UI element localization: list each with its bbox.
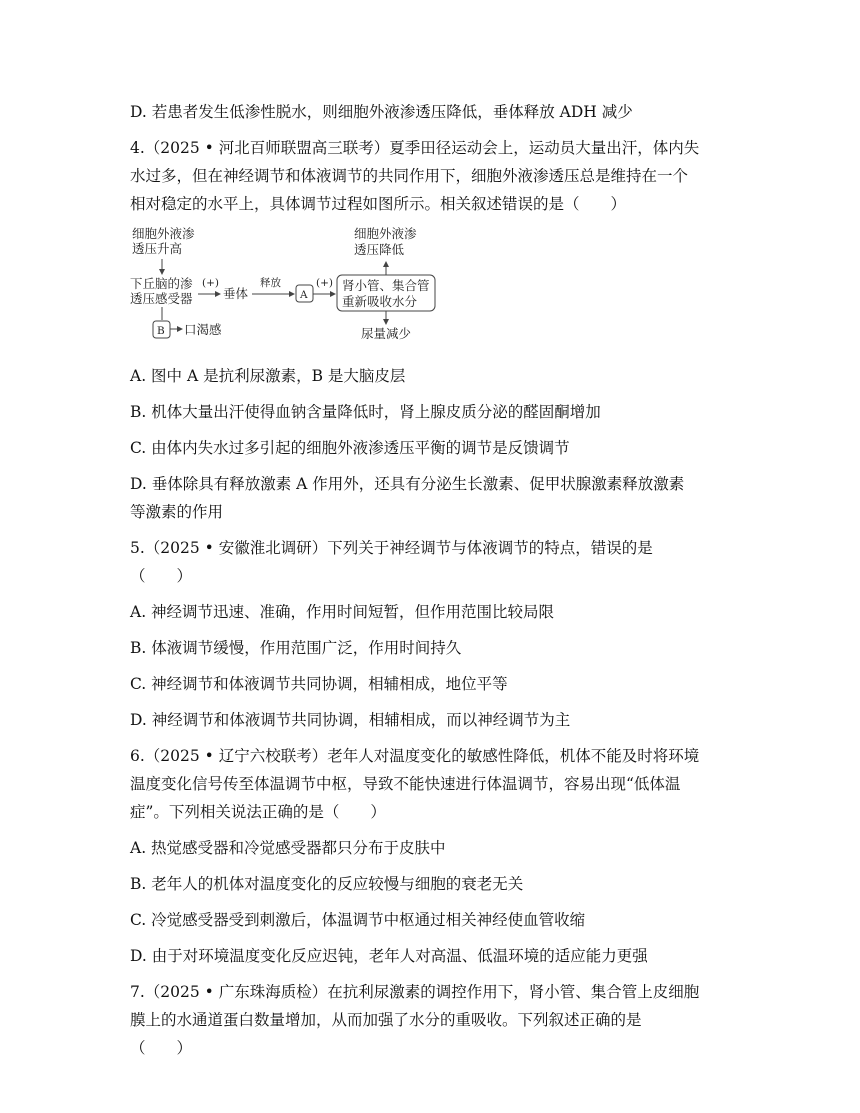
q6-option-d: D. 由于对环境温度变化反应迟钝，老年人对高温、低温环境的适应能力更强 xyxy=(130,947,648,965)
q6-stem-line-3: 症”。下列相关说法正确的是（ ） xyxy=(130,803,386,821)
q4-option-b: B. 机体大量出汗使得血钠含量降低时，肾上腺皮质分泌的醛固酮增加 xyxy=(130,403,601,421)
water-balance-diagram xyxy=(130,224,440,344)
diagram-node-a: A xyxy=(300,289,308,301)
q5-option-d: D. 神经调节和体液调节共同协调，相辅相成，而以神经调节为主 xyxy=(130,711,571,729)
diagram-pituitary: 垂体 xyxy=(223,286,249,301)
q6-option-a: A. 热觉感受器和冷觉感受器都只分布于皮肤中 xyxy=(130,839,446,857)
diagram-kidney-1: 肾小管、集合管 xyxy=(342,278,430,293)
diagram-kidney-2: 重新吸收水分 xyxy=(342,294,418,309)
question-content xyxy=(130,98,740,1062)
q5-option-c: C. 神经调节和体液调节共同协调，相辅相成，地位平等 xyxy=(130,675,508,693)
q4-stem-line-2: 水过多，但在神经调节和体液调节的共同作用下，细胞外液渗透压总是维持在一个 xyxy=(130,167,689,185)
q6-option-c: C. 冷觉感受器受到刺激后，体温调节中枢通过相关神经使血管收缩 xyxy=(130,911,586,929)
q7-stem-line-1: 7.（2025 • 广东珠海质检）在抗利尿激素的调控作用下，肾小管、集合管上皮细胞 xyxy=(130,983,700,1001)
q4-option-d-line-1: D. 垂体除具有释放激素 A 作用外，还具有分泌生长激素、促甲状腺激素释放激素 xyxy=(130,475,685,493)
q4-option-d-line-2: 等激素的作用 xyxy=(130,503,224,521)
question-4 xyxy=(130,134,740,526)
diagram-urine-decrease: 尿量减少 xyxy=(361,326,412,341)
q4-stem-line-3: 相对稳定的水平上，具体调节过程如图所示。相关叙述错误的是（ ） xyxy=(130,195,627,213)
diagram-osmotic-drop-2: 透压降低 xyxy=(354,242,405,257)
q5-option-b: B. 体液调节缓慢，作用范围广泛，作用时间持久 xyxy=(130,639,462,657)
diagram-hypothalamus-1: 下丘脑的渗 xyxy=(130,276,193,291)
diagram-thirst: 口渴感 xyxy=(184,322,222,337)
diagram-release-label: 释放 xyxy=(260,277,281,289)
diagram-plus-2: (+) xyxy=(316,277,333,289)
q6-stem-line-2: 温度变化信号传至体温调节中枢，导致不能快速进行体温调节，容易出现“低体温 xyxy=(130,775,681,793)
q3-option-d: D. 若患者发生低渗性脱水，则细胞外液渗透压降低，垂体释放 ADH 减少 xyxy=(130,103,633,121)
q5-stem-line-2: （ ） xyxy=(130,567,193,585)
q4-stem-line-1: 4.（2025 • 河北百师联盟高三联考）夏季田径运动会上，运动员大量出汗，体内失 xyxy=(130,139,700,157)
q7-stem-line-3: （ ） xyxy=(130,1039,193,1057)
diagram-osmotic-rise-2: 透压升高 xyxy=(132,241,183,256)
diagram-plus-1: (+) xyxy=(202,277,219,289)
q7-stem-line-2: 膜上的水通道蛋白数量增加，从而加强了水分的重吸收。下列叙述正确的是 xyxy=(130,1011,642,1029)
q4-option-a: A. 图中 A 是抗利尿激素，B 是大脑皮层 xyxy=(130,367,406,385)
diagram-osmotic-rise-1: 细胞外液渗 xyxy=(132,226,195,241)
question-7 xyxy=(130,978,740,1062)
diagram-node-b: B xyxy=(157,325,165,337)
q5-option-a: A. 神经调节迅速、准确，作用时间短暂，但作用范围比较局限 xyxy=(130,603,555,621)
q6-stem-line-1: 6.（2025 • 辽宁六校联考）老年人对温度变化的敏感性降低，机体不能及时将环境 xyxy=(130,747,700,765)
question-5 xyxy=(130,534,740,734)
question-6 xyxy=(130,742,740,970)
q6-option-b: B. 老年人的机体对温度变化的反应较慢与细胞的衰老无关 xyxy=(130,875,524,893)
diagram-osmotic-drop-1: 细胞外液渗 xyxy=(354,226,417,241)
q4-option-c: C. 由体内失水过多引起的细胞外液渗透压平衡的调节是反馈调节 xyxy=(130,439,570,457)
q5-stem-line-1: 5.（2025 • 安徽淮北调研）下列关于神经调节与体液调节的特点，错误的是 xyxy=(130,539,653,557)
diagram-hypothalamus-2: 透压感受器 xyxy=(130,291,193,306)
